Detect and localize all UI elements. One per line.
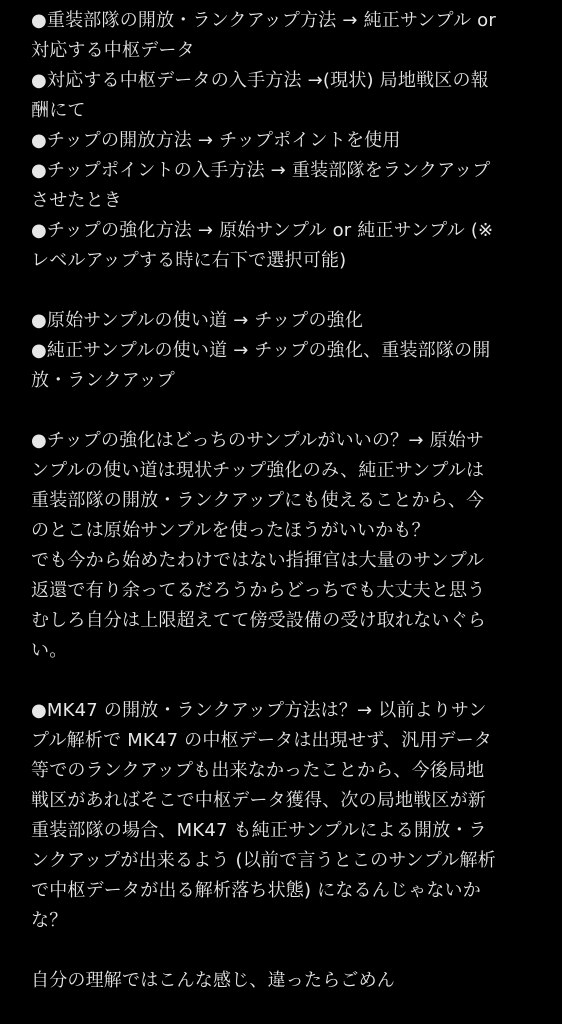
note-line: ンプルの使い道は現状チップ強化のみ、純正サンプルは <box>31 460 485 481</box>
note-line: むしろ自分は上限超えてて傍受設備の受け取れないぐら <box>31 610 486 631</box>
note-line: 酬にて <box>31 100 86 121</box>
note-line: ●重装部隊の開放・ランクアップ方法 → 純正サンプル or <box>31 10 496 31</box>
note-line: でも今から始めたわけではない指揮官は大量のサンプル <box>31 550 485 571</box>
note-line: 放・ランクアップ <box>31 370 175 391</box>
note-line: プル解析で MK47 の中枢データは出現せず、汎用データ <box>31 730 493 751</box>
blank-line <box>31 666 541 696</box>
note-line: ●チップポイントの入手方法 → 重装部隊をランクアップ <box>31 160 491 181</box>
note-line: で中枢データが出る解析落ち状態) になるんじゃないか <box>31 880 481 901</box>
note-line: 等でのランクアップも出来なかったことから、今後局地 <box>31 760 485 781</box>
note-line: ●チップの強化はどっちのサンプルがいいの？→ 原始サ <box>31 430 485 451</box>
note-line: ●チップの強化方法 → 原始サンプル or 純正サンプル (※ <box>31 220 494 241</box>
note-line: ●MK47 の開放・ランクアップ方法は？→ 以前よりサン <box>31 700 487 721</box>
blank-line <box>31 276 541 306</box>
note-line: 自分の理解ではこんな感じ、違ったらごめん <box>31 970 395 991</box>
blank-line <box>31 396 541 426</box>
note-line: させたとき <box>31 190 122 211</box>
note-line: 対応する中枢データ <box>31 40 195 61</box>
note-text-body <box>31 6 541 996</box>
note-line: 重装部隊の開放・ランクアップにも使えることから、今 <box>31 490 485 511</box>
note-line: 重装部隊の場合、MK47 も純正サンプルによる開放・ラ <box>31 820 487 841</box>
note-line: ●対応する中枢データの入手方法 →(現状) 局地戦区の報 <box>31 70 489 91</box>
note-line: ●純正サンプルの使い道 → チップの強化、重装部隊の開 <box>31 340 491 361</box>
blank-line <box>31 936 541 966</box>
note-line: な？ <box>31 910 68 931</box>
note-line: 戦区があればそこで中枢データ獲得、次の局地戦区が新 <box>31 790 486 811</box>
note-line: ●原始サンプルの使い道 → チップの強化 <box>31 310 364 331</box>
note-line: ンクアップが出来るよう (以前で言うとこのサンプル解析 <box>31 850 496 871</box>
note-line: レベルアップする時に右下で選択可能) <box>31 250 347 271</box>
note-line: い。 <box>31 640 68 661</box>
note-line: 返還で有り余ってるだろうからどっちでも大丈夫と思う <box>31 580 486 601</box>
note-line: のとこは原始サンプルを使ったほうがいいかも？ <box>31 520 430 541</box>
note-line: ●チップの開放方法 → チップポイントを使用 <box>31 130 401 151</box>
